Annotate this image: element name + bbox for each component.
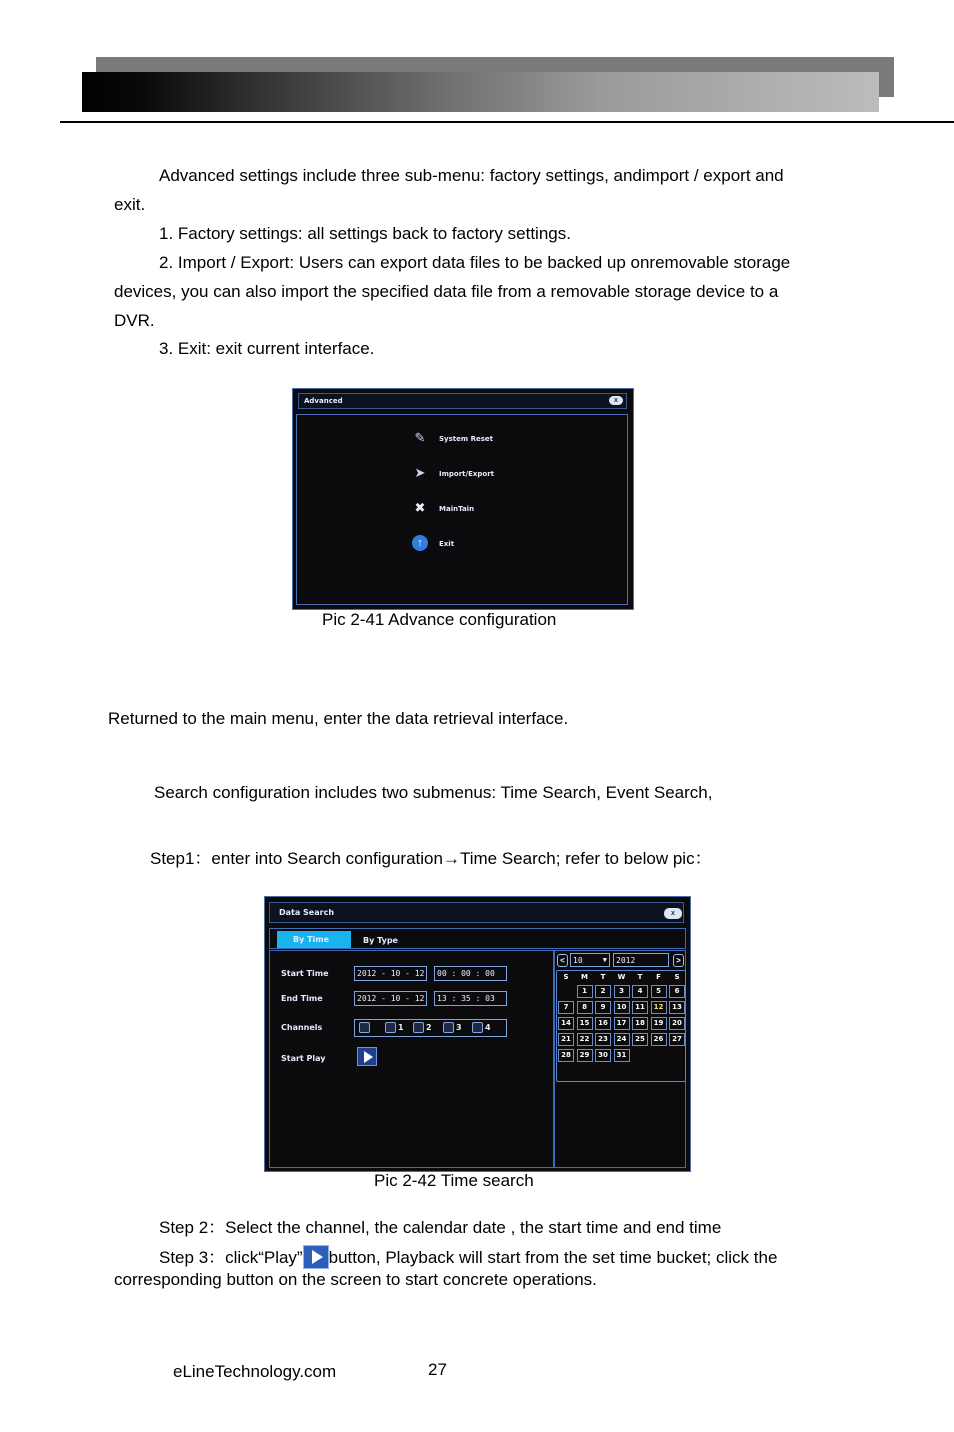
channel-1-label: 1 xyxy=(398,1023,404,1032)
calendar-day[interactable]: 21 xyxy=(558,1033,574,1046)
advanced-titlebar xyxy=(298,393,627,409)
start-play-label: Start Play xyxy=(281,1054,326,1063)
calendar-day[interactable]: 22 xyxy=(577,1033,593,1046)
play-icon xyxy=(303,1245,329,1269)
calendar-day[interactable]: 29 xyxy=(577,1049,593,1062)
calendar-day[interactable]: 3 xyxy=(614,985,630,998)
end-date-input[interactable]: 2012 - 10 - 12 xyxy=(354,991,427,1006)
calendar-grid xyxy=(556,970,686,1082)
channel-3-checkbox[interactable] xyxy=(443,1022,454,1033)
calendar-day[interactable]: 27 xyxy=(669,1033,685,1046)
step1-text: Step1：enter into Search configuration→Time Search; refer to below pic： xyxy=(150,849,712,868)
year-input[interactable]: 2012 xyxy=(613,953,669,967)
end-time-label: End Time xyxy=(281,994,323,1003)
tab-by-type[interactable]: By Type xyxy=(363,936,398,945)
calendar-day[interactable]: 7 xyxy=(558,1001,574,1014)
calendar-day[interactable]: 19 xyxy=(651,1017,667,1030)
calendar-day[interactable]: 15 xyxy=(577,1017,593,1030)
menu-item-import-export[interactable]: Import/Export xyxy=(439,470,494,478)
calendar-day[interactable]: 5 xyxy=(651,985,667,998)
chevron-down-icon: ▼ xyxy=(602,956,607,964)
calendar-day[interactable]: 26 xyxy=(651,1033,667,1046)
calendar-day[interactable]: 24 xyxy=(614,1033,630,1046)
calendar-weekday: T xyxy=(637,973,643,981)
calendar-day[interactable]: 16 xyxy=(595,1017,611,1030)
calendar-day[interactable]: 30 xyxy=(595,1049,611,1062)
advanced-title: Advanced xyxy=(304,397,343,405)
caption-pic-2-41: Pic 2-41 Advance configuration xyxy=(322,610,557,629)
calendar-weekday: W xyxy=(617,973,626,981)
calendar-day[interactable]: 6 xyxy=(669,985,685,998)
calendar-day[interactable]: 14 xyxy=(558,1017,574,1030)
exit-arrow-icon[interactable]: ↑ xyxy=(412,535,428,551)
header-gradient-band xyxy=(82,72,879,112)
list-item-import-export: 2. Import / Export: Users can export data files to be backed up onremovable storage xyxy=(159,253,791,272)
calendar-day[interactable]: 4 xyxy=(632,985,648,998)
channels-group xyxy=(354,1019,507,1037)
list-item-import-export-cont: devices, you can also import the specified data file from a removable storage device to a xyxy=(114,282,779,301)
list-item-factory: 1. Factory settings: all settings back to factory settings. xyxy=(159,224,571,243)
play-button[interactable] xyxy=(357,1047,377,1066)
channel-2-label: 2 xyxy=(426,1023,432,1032)
import-export-icon[interactable]: ➤ xyxy=(414,465,426,480)
calendar-day[interactable]: 18 xyxy=(632,1017,648,1030)
calendar-day[interactable]: 17 xyxy=(614,1017,630,1030)
calendar-prev-button[interactable]: < xyxy=(557,954,568,967)
tab-by-time[interactable] xyxy=(277,931,351,948)
menu-item-maintain[interactable]: MainTain xyxy=(439,505,475,513)
channel-1-checkbox[interactable] xyxy=(385,1022,396,1033)
start-time-input[interactable]: 00 : 00 : 00 xyxy=(434,966,507,981)
calendar-day[interactable]: 1 xyxy=(577,985,593,998)
calendar-weekday: M xyxy=(581,973,588,981)
calendar-day[interactable]: 25 xyxy=(632,1033,648,1046)
calendar-day[interactable]: 13 xyxy=(669,1001,685,1014)
paragraph-returned: Returned to the main menu, enter the data retrieval interface. xyxy=(108,709,569,728)
tab-by-time-label: By Time xyxy=(293,935,330,944)
page-number: 27 xyxy=(428,1360,447,1379)
close-icon[interactable]: x xyxy=(664,908,682,919)
search-titlebar xyxy=(269,902,684,923)
close-icon[interactable]: x xyxy=(609,396,623,405)
calendar-day[interactable]: 10 xyxy=(614,1001,630,1014)
menu-item-system-reset[interactable]: System Reset xyxy=(439,435,493,443)
paragraph-search-config: Search configuration includes two submenus: Time Search, Event Search, xyxy=(154,783,713,802)
calendar-day[interactable]: 9 xyxy=(595,1001,611,1014)
advanced-menu-panel xyxy=(296,414,628,605)
start-time-label: Start Time xyxy=(281,969,329,978)
intro-line: Advanced settings include three sub-menu: factory settings, andimport / export and xyxy=(159,166,784,185)
header-rule xyxy=(60,121,954,123)
calendar-day[interactable]: 11 xyxy=(632,1001,648,1014)
menu-item-exit[interactable]: Exit xyxy=(439,540,455,548)
calendar-next-button[interactable]: > xyxy=(673,954,684,967)
step2-text: Step 2：Select the channel, the calendar date , the start time and end time xyxy=(159,1218,722,1237)
calendar-day[interactable]: 12 xyxy=(651,1001,667,1014)
calendar-weekday: F xyxy=(656,973,661,981)
calendar-weekday: T xyxy=(600,973,606,981)
calendar-day[interactable]: 8 xyxy=(577,1001,593,1014)
calendar-day[interactable]: 31 xyxy=(614,1049,630,1062)
end-time-input[interactable]: 13 : 35 : 03 xyxy=(434,991,507,1006)
calendar-day[interactable]: 28 xyxy=(558,1049,574,1062)
step3-line xyxy=(159,1245,777,1271)
search-title: Data Search xyxy=(279,908,335,917)
calendar-weekday: S xyxy=(674,973,680,981)
month-value: 10 xyxy=(573,956,583,965)
month-select[interactable] xyxy=(570,953,610,967)
step3-text-end: button, Playback will start from the set time bucket; click the xyxy=(328,1248,778,1267)
channel-4-checkbox[interactable] xyxy=(472,1022,483,1033)
channel-4-label: 4 xyxy=(485,1023,491,1032)
caption-pic-2-42: Pic 2-42 Time search xyxy=(374,1171,534,1190)
data-search-screenshot xyxy=(264,896,691,1172)
step3-text-cont: corresponding button on the screen to start concrete operations. xyxy=(114,1270,597,1289)
channel-all-checkbox[interactable] xyxy=(359,1022,370,1033)
calendar-day[interactable]: 20 xyxy=(669,1017,685,1030)
channel-3-label: 3 xyxy=(456,1023,462,1032)
advanced-screenshot xyxy=(292,388,634,610)
step3-text-start: Step 3：click“Play” xyxy=(159,1248,303,1267)
footer-site: eLineTechnology.com xyxy=(173,1362,337,1381)
list-item-import-export-cont2: DVR. xyxy=(114,311,155,330)
calendar-weekday: S xyxy=(563,973,569,981)
calendar-day[interactable]: 2 xyxy=(595,985,611,998)
channels-label: Channels xyxy=(281,1023,323,1032)
wrench-hand-icon[interactable]: ✎ xyxy=(414,430,426,445)
channel-2-checkbox[interactable] xyxy=(413,1022,424,1033)
calendar-day[interactable]: 23 xyxy=(595,1033,611,1046)
intro-line-cont: exit. xyxy=(114,195,146,214)
tools-icon[interactable]: ✖ xyxy=(414,500,426,515)
list-item-exit: 3. Exit: exit current interface. xyxy=(159,339,375,358)
start-date-input[interactable]: 2012 - 10 - 12 xyxy=(354,966,427,981)
